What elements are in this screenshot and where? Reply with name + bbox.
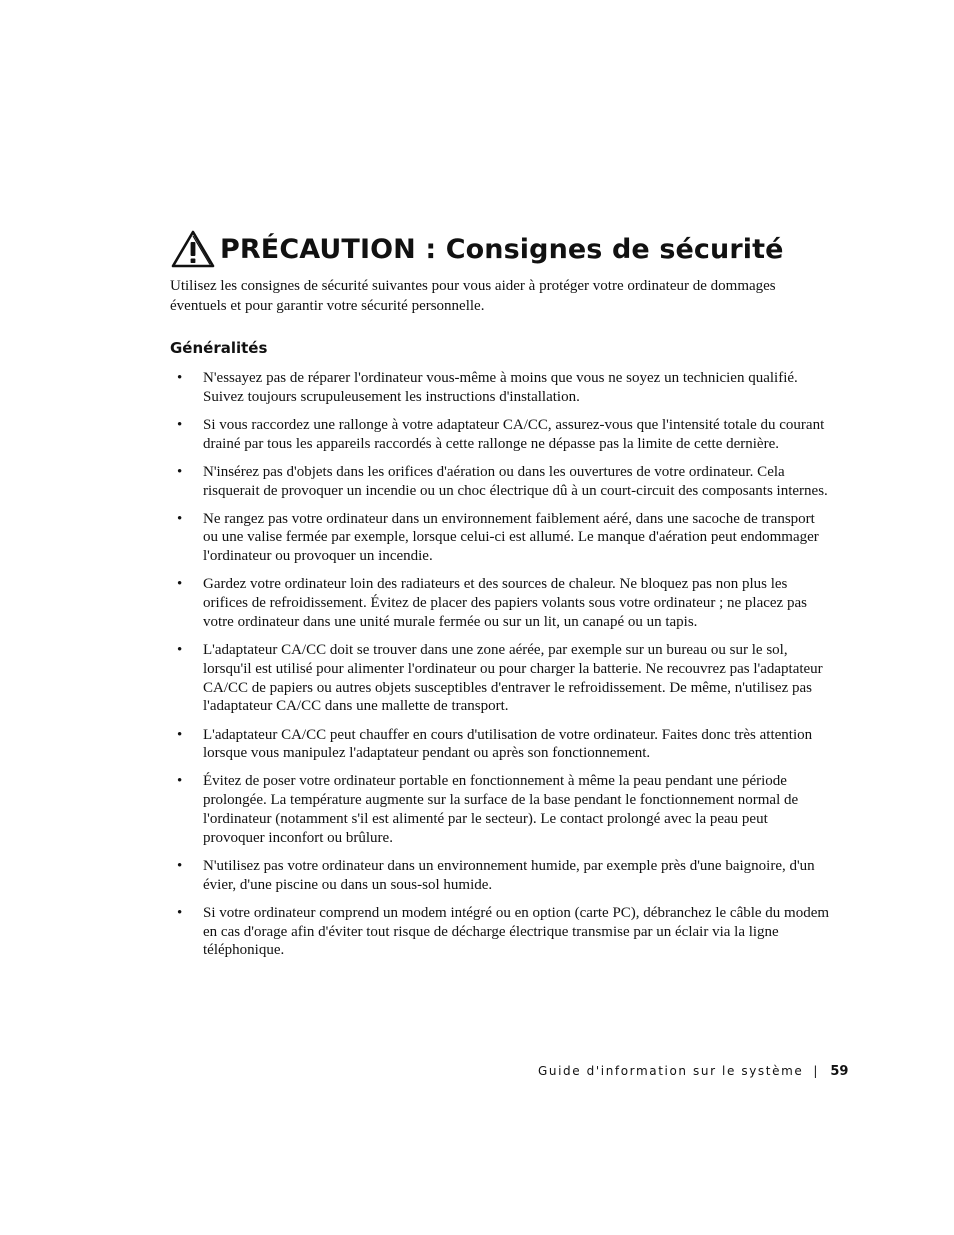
bullet-dot: • bbox=[177, 773, 183, 790]
list-item bbox=[170, 857, 830, 895]
list-item bbox=[170, 726, 830, 764]
list-item bbox=[170, 463, 830, 501]
footer-guide-title: Guide d'information sur le système bbox=[538, 1064, 804, 1078]
bullet-dot: • bbox=[177, 463, 183, 480]
list-item-text: L'adaptateur CA/CC doit se trouver dans une zone aérée, par exemple sur un bureau ou sur le sol, lorsqu'il est utilisé pour alimenter l'ordinateur ou pour charger la batterie. Ne recouvrez pas l'adaptateur CA/CC de papiers ou autres objets susceptibles d'entraver le refroidissement. De même, n'utilisez pas l'adaptateur CA/CC dans une mallette de transport. bbox=[203, 642, 823, 715]
list-item bbox=[170, 416, 830, 454]
list-item bbox=[170, 904, 830, 960]
bullet-dot: • bbox=[177, 416, 183, 433]
intro-paragraph: Utilisez les consignes de sécurité suivantes pour vous aider à protéger votre ordinateur de dommages éventuels et pour garantir votre sécurité personnelle. bbox=[170, 278, 776, 314]
bullet-dot: • bbox=[177, 642, 183, 659]
list-item-text: Si votre ordinateur comprend un modem intégré ou en option (carte PC), débranchez le câble du modem en cas d'orage afin d'éviter tout risque de décharge électrique transmise par un éclair via la ligne téléphonique. bbox=[203, 904, 830, 959]
bullet-dot: • bbox=[177, 857, 183, 874]
page-title bbox=[170, 228, 784, 270]
list-item bbox=[170, 510, 830, 566]
list-item-text: N'utilisez pas votre ordinateur dans un environnement humide, par exemple près d'une baignoire, d'un évier, d'une piscine ou dans un sous-sol humide. bbox=[203, 857, 815, 893]
list-item-text: N'insérez pas d'objets dans les orifices d'aération ou dans les ouvertures de votre ordinateur. Cela risquerait de provoquer un incendie ou un choc électrique dû à un court-circuit des composants internes. bbox=[203, 463, 828, 499]
list-item-text: L'adaptateur CA/CC peut chauffer en cours d'utilisation de votre ordinateur. Faites donc très attention lorsque vous manipulez l'adaptateur pendant ou après son fonctionnement. bbox=[203, 726, 813, 762]
list-item-text: Gardez votre ordinateur loin des radiateurs et des sources de chaleur. Ne bloquez pas non plus les orifices de refroidissement. Évitez de placer des papiers volants sous votre ordinateur ; ne placez pas votre ordinateur dans une unité murale fermée ou sur un lit, un canapé ou un tapis. bbox=[203, 576, 807, 630]
list-item-text: Si vous raccordez une rallonge à votre adaptateur CA/CC, assurez-vous que l'intensité totale du courant drainé par tous les appareils raccordés à cette rallonge ne dépasse pas la limite de cette dernière. bbox=[203, 416, 825, 452]
footer-separator: | bbox=[813, 1064, 818, 1078]
title-text: PRÉCAUTION : Consignes de sécurité bbox=[220, 233, 784, 265]
bullet-dot: • bbox=[177, 370, 183, 386]
list-item bbox=[170, 575, 830, 631]
page-footer bbox=[538, 1061, 848, 1081]
list-item bbox=[170, 369, 830, 407]
safety-list bbox=[170, 369, 830, 969]
page-number: 59 bbox=[830, 1063, 849, 1079]
bullet-dot: • bbox=[177, 576, 183, 593]
bullet-dot: • bbox=[177, 904, 183, 921]
list-item bbox=[170, 641, 830, 716]
list-item-text: Ne rangez pas votre ordinateur dans un environnement faiblement aéré, dans une sacoche de transport ou une valise fermée par exemple, lorsque celui-ci est allumé. Le manque d'aération peut endommager l'ordinateur ou provoquer un incendie. bbox=[203, 510, 819, 565]
bullet-dot: • bbox=[177, 726, 183, 743]
bullet-dot: • bbox=[177, 510, 183, 527]
list-item-text: Évitez de poser votre ordinateur portable en fonctionnement à même la peau pendant une période prolongée. La température augmente sur la surface de la base pendant le fonctionnement normal de l'ordinateur (notamment s'il est alimenté par le secteur). Le contact prolongé avec la peau peut provoquer inconfort ou brûlure. bbox=[203, 773, 799, 846]
list-item bbox=[170, 772, 830, 847]
list-item-text: N'essayez pas de réparer l'ordinateur vous-même à moins que vous ne soyez un technicien qualifié. Suivez toujours scrupuleusement les instructions d'installation. bbox=[203, 370, 798, 405]
section-heading: Généralités bbox=[170, 339, 268, 357]
warning-triangle-icon bbox=[170, 229, 216, 269]
